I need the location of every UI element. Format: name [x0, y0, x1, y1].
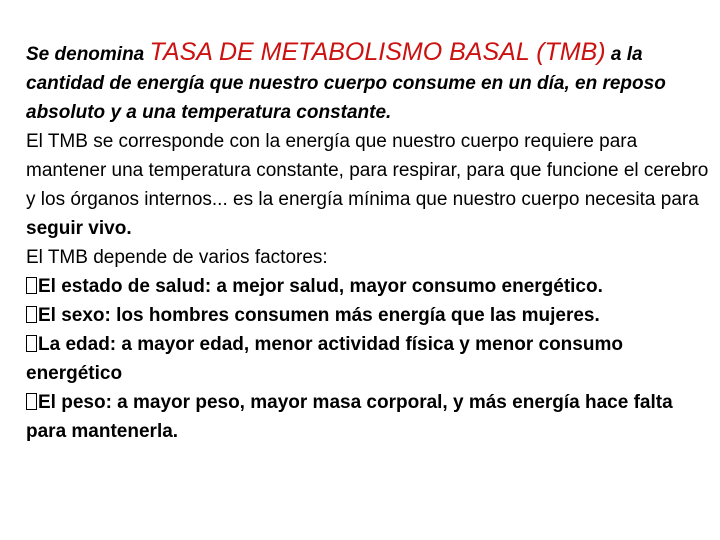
tmb-explanation	[26, 127, 710, 243]
factor-weight: El peso: a mayor peso, mayor masa corporal, y más energía hace falta para mantenerla.	[26, 392, 673, 442]
square-bullet-icon	[26, 335, 37, 352]
factor-sex: El sexo: los hombres consumen más energía que las mujeres.	[38, 305, 600, 326]
tmb-term: TASA DE METABOLISMO BASAL (TMB)	[149, 38, 606, 66]
intro-definition	[26, 38, 710, 127]
list-item	[26, 330, 710, 388]
factor-age: La edad: a mayor edad, menor actividad física y menor consumo energético	[26, 334, 623, 384]
intro-rest: a la cantidad de energía que nuestro cuerpo consume en un día, en reposo absoluto y a una temperatura constante.	[26, 44, 666, 123]
square-bullet-icon	[26, 393, 37, 410]
factors-heading: El TMB depende de varios factores:	[26, 247, 328, 268]
slide-content	[26, 38, 710, 446]
list-item	[26, 388, 710, 446]
tmb-explanation-emphasis: seguir vivo.	[26, 218, 132, 239]
intro-lead: Se denomina	[26, 44, 150, 65]
factors-list	[26, 272, 710, 446]
factor-health: El estado de salud: a mejor salud, mayor consumo energético.	[38, 276, 603, 297]
square-bullet-icon	[26, 306, 37, 323]
list-item	[26, 272, 710, 301]
square-bullet-icon	[26, 277, 37, 294]
list-item	[26, 301, 710, 330]
tmb-explanation-text: El TMB se corresponde con la energía que nuestro cuerpo requiere para mantener una temperatura constante, para respirar, para que funcione el cerebro y los órganos internos... es la energía mínima que nuestro cuerpo necesita para	[26, 131, 709, 210]
